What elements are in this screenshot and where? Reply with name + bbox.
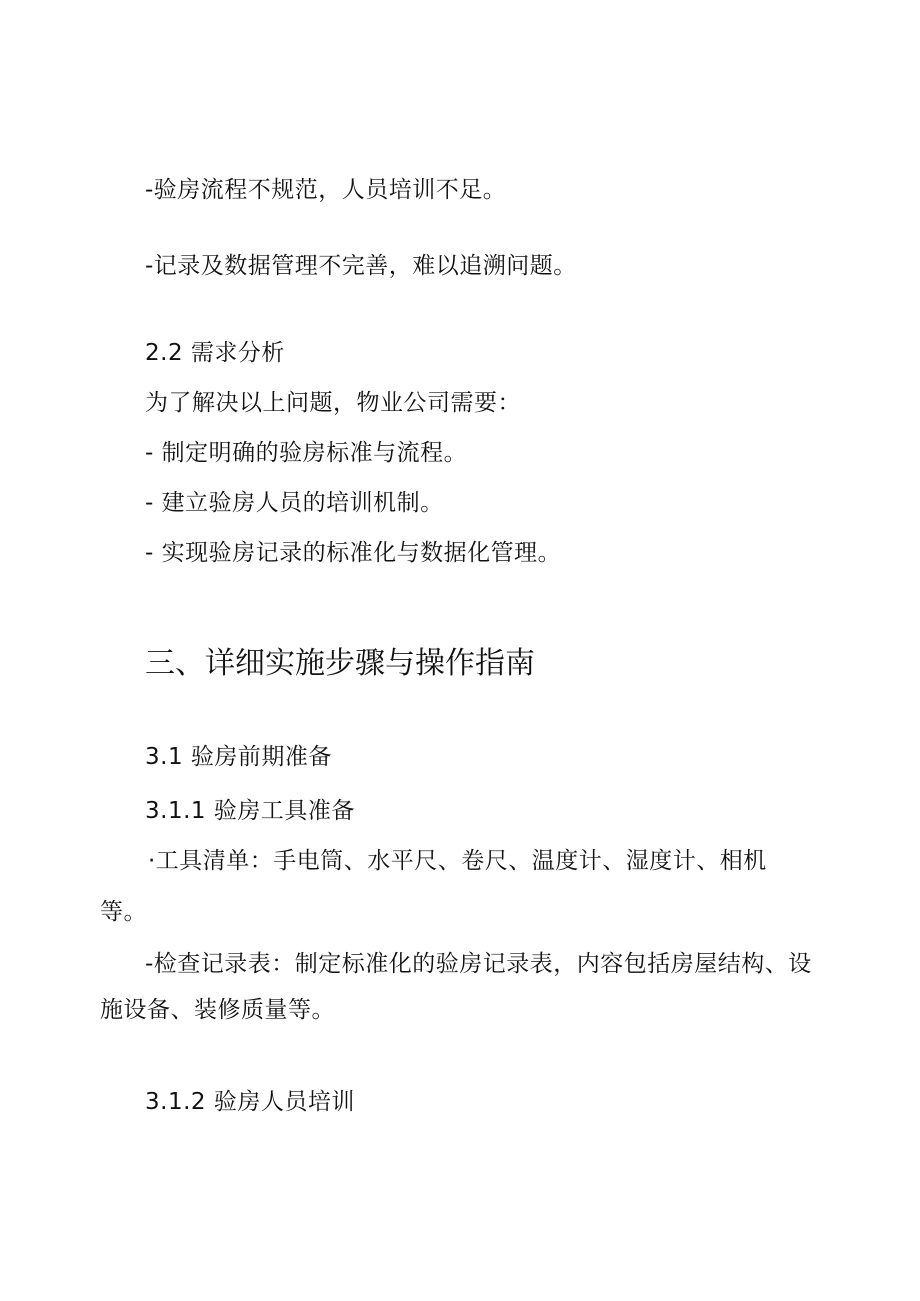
section-3-1-2-title: 3.1.2 验房人员培训 xyxy=(145,1089,355,1115)
checklist-line-1: -检查记录表：制定标准化的验房记录表，内容包括房屋结构、设 xyxy=(145,951,812,977)
section-3-1-title: 3.1 验房前期准备 xyxy=(145,744,332,770)
issue-record-management: -记录及数据管理不完善，难以追溯问题。 xyxy=(145,253,577,279)
requirement-item-training: - 建立验房人员的培训机制。 xyxy=(145,490,444,516)
section-3-1-1-title: 3.1.1 验房工具准备 xyxy=(145,798,355,824)
section-2-2-title: 2.2 需求分析 xyxy=(145,340,285,366)
requirement-item-standard: - 制定明确的验房标准与流程。 xyxy=(145,440,468,466)
section-2-2-intro: 为了解决以上问题，物业公司需要： xyxy=(145,390,521,416)
issue-process-nonstandard: -验房流程不规范，人员培训不足。 xyxy=(145,177,507,203)
section-3-title: 三、详细实施步骤与操作指南 xyxy=(145,646,535,681)
tools-list-line-1: ·工具清单：手电筒、水平尺、卷尺、温度计、湿度计、相机 xyxy=(148,848,767,874)
tools-list-line-2: 等。 xyxy=(100,899,147,925)
requirement-item-data: - 实现验房记录的标准化与数据化管理。 xyxy=(145,540,562,566)
checklist-line-2: 施设备、装修质量等。 xyxy=(100,997,335,1023)
